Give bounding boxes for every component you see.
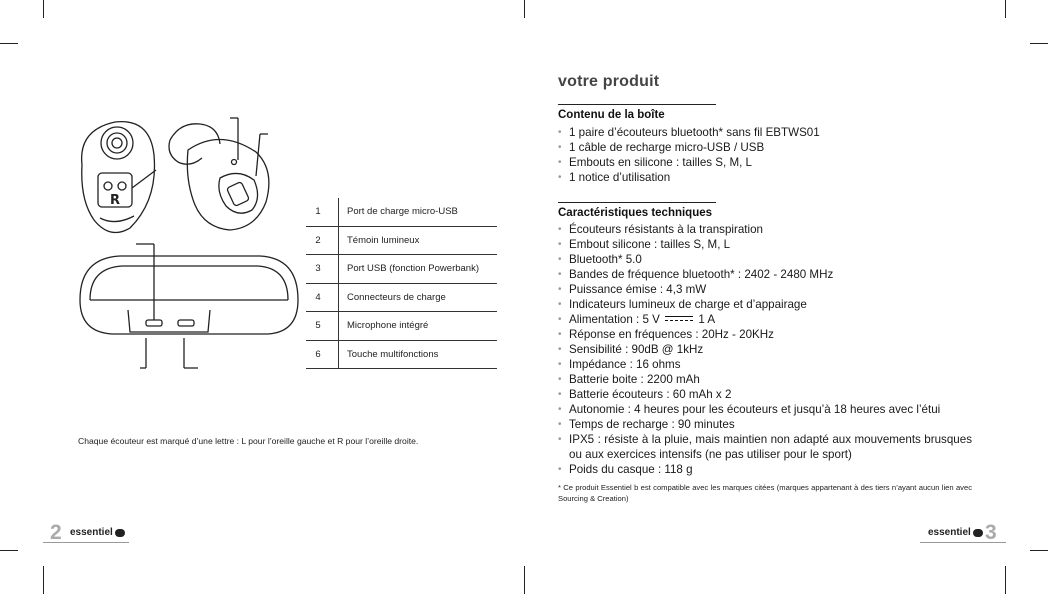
list-item: • Poids du casque : 118 g <box>558 462 972 477</box>
brand-name: essentiel <box>928 527 971 538</box>
list-item: • Sensibilité : 90dB @ 1kHz <box>558 342 972 357</box>
page-number-left: 2 <box>50 521 62 544</box>
list-item: • Batterie boite : 2200 mAh <box>558 372 972 387</box>
brand-name: essentiel <box>70 527 113 538</box>
specs-title: Caractéristiques techniques <box>558 207 713 219</box>
list-item: • Impédance : 16 ohms <box>558 357 972 372</box>
page-number-right: 3 <box>985 521 997 544</box>
crop-mark <box>1030 43 1048 44</box>
crop-mark <box>1030 550 1048 551</box>
crop-mark <box>0 550 18 551</box>
contents-title: Contenu de la boîte <box>558 109 665 121</box>
specs-list <box>558 222 972 477</box>
legend-label: Microphone intégré <box>339 312 498 341</box>
legend-row <box>306 198 497 226</box>
list-item: • Réponse en fréquences : 20Hz - 20KHz <box>558 327 972 342</box>
list-item: • 1 notice d’utilisation <box>558 170 978 185</box>
list-item: • Temps de recharge : 90 minutes <box>558 417 972 432</box>
legend-row <box>306 226 497 255</box>
legend-number: 5 <box>306 312 339 341</box>
list-item: • IPX5 : résiste à la pluie, mais maintien non adapté aux mouvements brusques ou aux exercices intensifs (ne pas utiliser pour le sport) <box>558 432 972 462</box>
crop-mark <box>1005 0 1006 18</box>
list-item: • Batterie écouteurs : 60 mAh x 2 <box>558 387 972 402</box>
legend-label: Port USB (fonction Powerbank) <box>339 255 498 284</box>
legend-label: Touche multifonctions <box>339 340 498 369</box>
list-item: • Indicateurs lumineux de charge et d’appairage <box>558 297 972 312</box>
brand-logo-left <box>70 527 125 538</box>
legend-row <box>306 255 497 284</box>
legend-number: 1 <box>306 198 339 226</box>
earbud-letter: R <box>110 193 121 208</box>
page-heading: votre produit <box>558 73 660 90</box>
list-item: • Embout silicone : tailles S, M, L <box>558 237 972 252</box>
legend-label: Port de charge micro-USB <box>339 198 498 226</box>
crop-mark <box>1005 566 1006 594</box>
legend-row <box>306 340 497 369</box>
list-item: • Autonomie : 4 heures pour les écouteurs et jusqu’à 18 heures avec l’étui <box>558 402 972 417</box>
crop-mark <box>524 0 525 18</box>
product-illustration <box>70 110 300 372</box>
contents-list <box>558 125 978 185</box>
list-item: • 1 paire d’écouteurs bluetooth* sans fil EBTWS01 <box>558 125 978 140</box>
crop-mark <box>43 566 44 594</box>
list-item: • Bluetooth* 5.0 <box>558 252 972 267</box>
legend-number: 4 <box>306 283 339 312</box>
brand-logo-right <box>928 527 983 538</box>
charging-case-drawing <box>80 244 298 368</box>
list-item: • 1 câble de recharge micro-USB / USB <box>558 140 978 155</box>
list-item: • Bandes de fréquence bluetooth* : 2402 - 2480 MHz <box>558 267 972 282</box>
crop-mark <box>0 43 18 44</box>
brand-badge-icon <box>115 529 125 537</box>
list-item: • Écouteurs résistants à la transpiration <box>558 222 972 237</box>
footnote: * Ce produit Essentiel b est compatible avec les marques citées (marques appartenant à des tiers n’ayant aucun lien avec Sourcing & Creation) <box>558 483 972 503</box>
list-item: • Puissance émise : 4,3 mW <box>558 282 972 297</box>
section-rule <box>558 202 716 203</box>
legend-label: Connecteurs de charge <box>339 283 498 312</box>
list-item: • Embouts en silicone : tailles S, M, L <box>558 155 978 170</box>
legend-number: 6 <box>306 340 339 369</box>
ear-note: Chaque écouteur est marqué d’une lettre : L pour l’oreille gauche et R pour l’oreille droite. <box>78 436 419 446</box>
section-rule <box>558 104 716 105</box>
crop-mark <box>43 0 44 18</box>
legend-row <box>306 283 497 312</box>
parts-legend <box>306 198 497 369</box>
earbud-front-drawing <box>82 122 156 233</box>
power-suffix: 1 A <box>698 313 716 326</box>
earbud-side-drawing <box>169 118 269 230</box>
legend-row <box>306 312 497 341</box>
legend-label: Témoin lumineux <box>339 226 498 255</box>
power-prefix: Alimentation : 5 V <box>569 313 660 326</box>
legend-number: 2 <box>306 226 339 255</box>
list-item-power <box>558 312 972 327</box>
crop-mark <box>524 566 525 594</box>
legend-number: 3 <box>306 255 339 284</box>
brand-badge-icon <box>973 529 983 537</box>
dc-symbol-icon <box>665 316 693 323</box>
